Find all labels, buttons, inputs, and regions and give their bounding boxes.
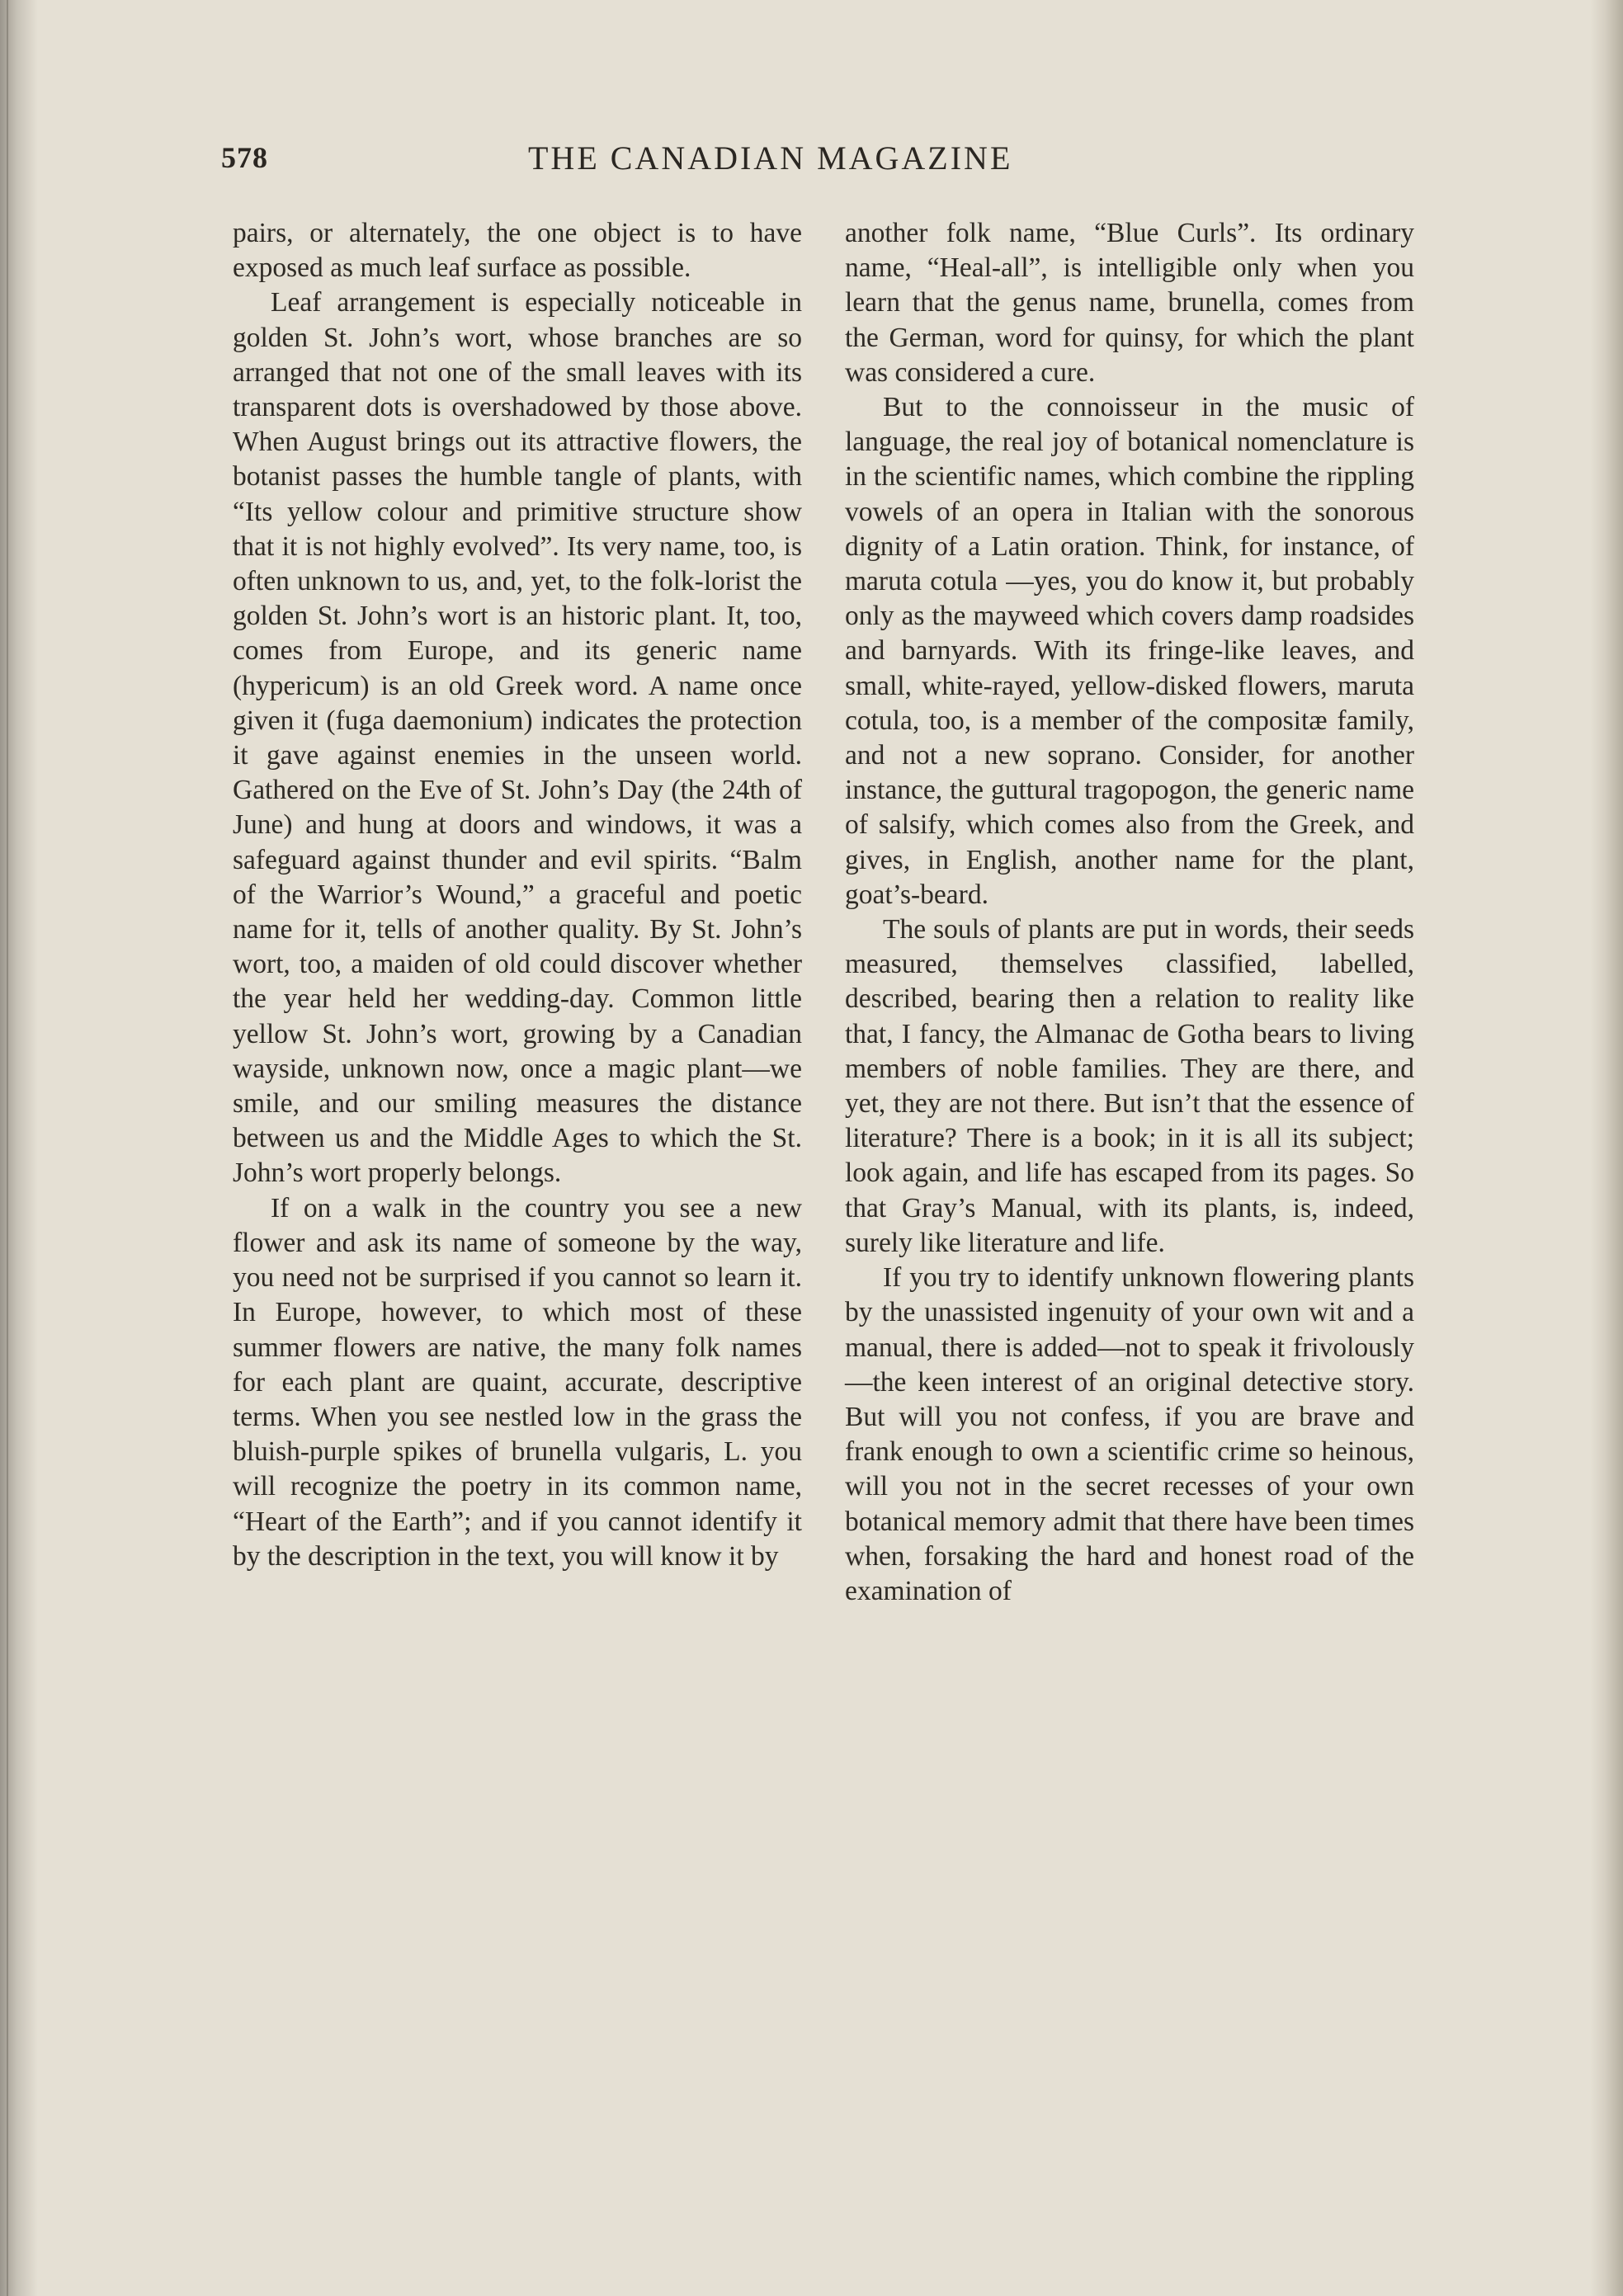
paragraph: If you try to identify unknown flowering plants by the unassisted ingenuity of your own wit and a manual, there is added—not to speak it frivolously—the keen interest of an original detective story. But will you not confess, if you are brave and frank enough to own a scientific crime so heinous, will you not in the secret recesses of your own botanical memory admit that there have been times when, forsaking the hard and honest road of the examination of	[845, 1262, 1414, 1606]
paragraph: Leaf arrangement is especially noticeable in golden St. John’s wort, whose branches are so arranged that not one of the small leaves with its transparent dots is overshadowed by those above. When August brings out its attractive flowers, the botanist passes the humble tangle of plants, with “Its yellow colour and primitive structure show that it is not highly evolved”. Its very name, too, is often unknown to us, and, yet, to the folk-lorist the golden St. John’s wort is an historic plant. It, too, comes from Europe, and its generic name (hypericum) is an old Greek word. A name once given it (fuga daemonium) indicates the protection it gave against enemies in the unseen world. Gathered on the Eve of St. John’s Day (the 24th of June) and hung at doors and windows, it was a safeguard against thunder and evil spirits. “Balm of the Warrior’s Wound,” a graceful and poetic name for it, tells of another quality. By St. John’s wort, too, a maiden of old could discover whether the year held her wedding-day. Common little yellow St. John’s wort, growing by a Canadian wayside, unknown now, once a magic plant—we smile, and our smiling measures the distance between us and the Middle Ages to which the St. John’s wort properly belongs.	[233, 287, 802, 1189]
text-column-left	[233, 216, 802, 1574]
page-gutter-shadow	[0, 0, 38, 2296]
running-head: THE CANADIAN MAGAZINE	[528, 139, 1013, 177]
page-number: 578	[221, 141, 268, 174]
paragraph: But to the connoisseur in the music of language, the real joy of botanical nomenclature is in the scientific names, which combine the rippling vowels of an opera in Italian with the sonorous dignity of a Latin oration. Think, for instance, of maruta cotula —yes, you do know it, but probably only as the mayweed which covers damp roadsides and barnyards. With its fringe-like leaves, and small, white-rayed, yellow-disked flowers, maruta cotula, too, is a member of the compositæ family, and not a new soprano. Consider, for another instance, the guttural tragopogon, the generic name of salsify, which comes also from the Greek, and gives, in English, another name for the plant, goat’s-beard.	[845, 392, 1414, 910]
paragraph: The souls of plants are put in words, their seeds measured, themselves classified, labelled, described, bearing then a relation to reality like that, I fancy, the Almanac de Gotha bears to living members of noble families. They are there, and yet, they are not there. But isn’t that the essence of literature? There is a book; in it is all its subject; look again, and life has escaped from its pages. So that Gray’s Manual, with its plants, is, indeed, surely like literature and life.	[845, 914, 1414, 1258]
page-edge-shadow	[1590, 0, 1623, 2296]
binding-edge	[7, 0, 8, 2296]
paragraph: another folk name, “Blue Curls”. Its ordinary name, “Heal-all”, is intelligible only when you learn that the genus name, brunella, comes from the German, word for quinsy, for which the plant was considered a cure.	[845, 218, 1414, 388]
text-column-right	[845, 216, 1414, 1609]
paragraph: pairs, or alternately, the one object is to have exposed as much leaf surface as possible.	[233, 218, 802, 284]
paragraph: If on a walk in the country you see a new flower and ask its name of someone by the way, you need not be surprised if you cannot so learn it. In Europe, however, to which most of these summer flowers are native, the many folk names for each plant are quaint, accurate, descriptive terms. When you see nestled low in the grass the bluish-purple spikes of brunella vulgaris, L. you will recognize the poetry in its common name, “Heart of the Earth”; and if you cannot identify it by the description in the text, you will know it by	[233, 1192, 802, 1572]
